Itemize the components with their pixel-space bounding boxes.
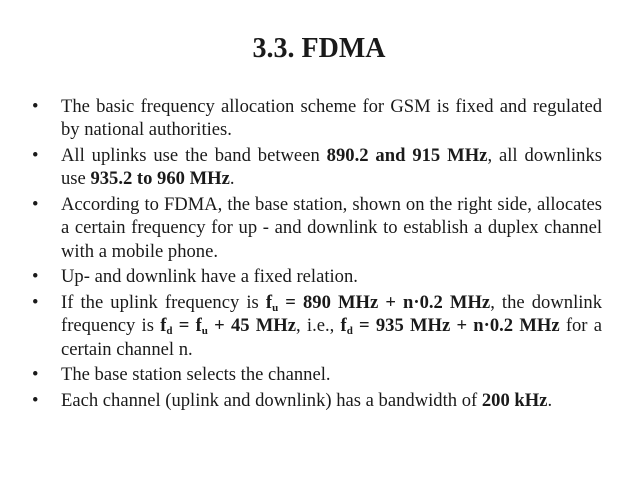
bullet-text: All uplinks use the band between <box>61 144 327 166</box>
bullet-text: The base station selects the channel. <box>61 364 331 386</box>
bullet-text: for a certain channel n. <box>61 315 602 360</box>
bullet-text: Each channel (uplink and downlink) has a bandwidth of <box>61 389 482 411</box>
uplink-formula: $f_u = 890$ MHz + n·0.2 MHz <box>265 291 491 314</box>
bullet-item <box>32 363 602 386</box>
bullet-text: , i.e., <box>296 315 341 337</box>
bullet-item <box>32 193 602 263</box>
bullet-text: The basic frequency allocation scheme for GSM is fixed and regulated by national authorities. <box>61 96 602 141</box>
bullet-text: , all downlinks use <box>61 144 603 190</box>
bullet-text: If the uplink frequency is <box>61 291 266 313</box>
bullet-text: Up- and downlink have a fixed relation. <box>61 266 358 288</box>
bullet-list <box>32 95 602 415</box>
bullet-item <box>32 95 602 142</box>
bullet-dot-icon: • <box>32 364 39 386</box>
downlink-relation: $f_d = f_u + 45$ MHz <box>160 315 297 338</box>
bullet-dot-icon: • <box>32 266 39 288</box>
bullet-item <box>32 265 602 288</box>
bullet-text: . <box>547 389 553 411</box>
bullet-dot-icon: • <box>32 144 39 166</box>
bandwidth-value: 200 kHz <box>481 389 548 411</box>
downlink-formula: $f_d = 935$ MHz + n·0.2 MHz <box>340 315 560 338</box>
bullet-item <box>32 291 602 361</box>
bullet-text: According to FDMA, the base station, shown on the right side, allocates a certain frequency for up - and downlink to establish a duplex channel with a mobile phone. <box>61 193 602 262</box>
bullet-dot-icon: • <box>32 193 39 215</box>
bullet-dot-icon: • <box>32 291 39 313</box>
bullet-item <box>32 144 602 191</box>
slide-title: 3.3. FDMA <box>252 33 386 64</box>
bullet-text: . <box>229 168 235 190</box>
bullet-text: , the downlink frequency is <box>61 291 602 337</box>
bullet-dot-icon: • <box>32 96 39 117</box>
bullet-dot-icon: • <box>32 389 39 411</box>
uplink-band: 890.2 and 915 MHz <box>326 144 488 166</box>
downlink-band: 935.2 to 960 MHz <box>90 168 230 190</box>
bullet-item <box>32 389 602 412</box>
